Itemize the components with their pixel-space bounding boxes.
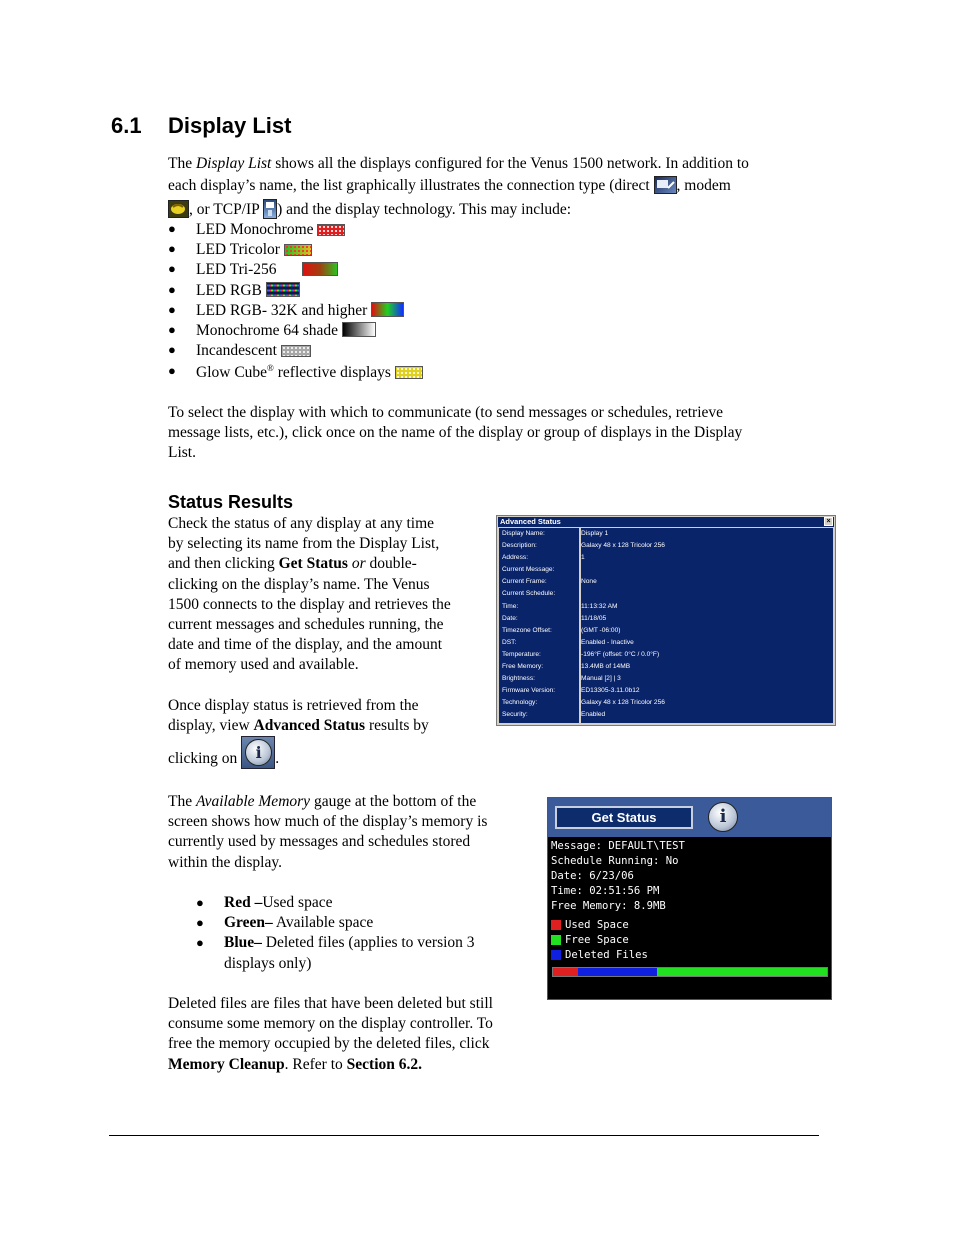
status-label: Security: [499,709,579,721]
advanced-status-window [496,515,836,726]
info-icon: i [241,736,275,769]
status-value: (GMT -06:00) [581,627,621,634]
status-line-message: Message: DEFAULT\TEST [551,840,685,852]
modem-icon [168,200,189,218]
led-monochrome-icon [317,224,345,236]
section-title: Display List [168,113,292,138]
deleted-files-paragraph: Deleted files are files that have been deleted but still consume some memory on the display controller. To free the memory occupied by the deleted files, click Memory Cleanup. Refer to Section 6.2. [168,995,493,1073]
gauge-deleted-segment [578,968,657,976]
status-label: Firmware Version: [499,685,579,697]
status-value: 13.4MB of 14MB [581,663,631,670]
status-value: Galaxy 48 x 128 Tricolor 256 [581,542,665,549]
section-number: 6.1 [111,113,142,138]
used-space-swatch [551,920,561,930]
deleted-files-swatch [551,950,561,960]
status-label: Display Name: [499,528,579,540]
status-value: Galaxy 48 x 128 Tricolor 256 [581,699,665,706]
footer-rule [109,1135,819,1136]
intro-line-1: The Display List shows all the displays configured for the Venus 1500 network. In addition to [168,155,749,172]
led-tricolor-icon [284,244,312,256]
status-value: 1 [581,554,585,561]
status-value: 11:13:32 AM [581,603,618,610]
status-label: DST: [499,637,579,649]
free-space-swatch [551,935,561,945]
status-value: Manual [2] | 3 [581,675,621,682]
status-paragraph: Check the status of any display at any time by selecting its name from the Display List, and then clicking Get Status or double- clicking on the display’s name. The Venus 1500 connects to the display and retrieves the current messages and schedules running, the date and time of the display, and the amount of memory used and available. [168,515,451,674]
glow-cube-icon [395,366,423,379]
status-label: Current Message: [499,564,579,576]
tcpip-icon [263,199,277,219]
used-space-label: Used Space [565,919,629,931]
status-line-free-memory: Free Memory: 8.9MB [551,900,666,912]
status-label: Current Schedule: [499,588,579,600]
status-label: Brightness: [499,673,579,685]
monochrome-64-shade-icon [342,322,376,337]
gauge-free-segment [657,968,827,976]
status-line-time: Time: 02:51:56 PM [551,885,660,897]
free-space-label: Free Space [565,934,629,946]
status-results-heading: Status Results [168,492,294,512]
intro-line-3: , or TCP/IP ) and the display technology. This may include: [168,199,571,220]
status-value: Enabled [581,711,606,718]
advanced-status-instructions: Once display status is retrieved from the display, view Advanced Status results by [168,697,429,735]
status-value: ED13305-3.11.0b12 [581,687,640,694]
status-value: -196°F (offset: 0°C / 0.0°F) [581,651,660,658]
status-label: Current Frame: [499,576,579,588]
status-line-schedule: Schedule Running: No [551,855,679,867]
advanced-status-body [499,528,833,723]
get-status-panel [547,797,832,1000]
status-label: Technology: [499,697,579,709]
status-label: Free Memory: [499,661,579,673]
status-label: Description: [499,540,579,552]
status-label: Address: [499,552,579,564]
memory-paragraph: The Available Memory gauge at the bottom of the screen shows how much of the display’s memory is currently used by messages and schedules stored within the display. [168,793,488,871]
direct-connection-icon [654,176,677,194]
get-status-toolbar [548,798,831,837]
status-line-date: Date: 6/23/06 [551,870,634,882]
incandescent-icon [281,345,311,357]
clicking-on-line: clicking on i . [168,736,279,769]
info-icon[interactable]: i [708,802,738,832]
led-rgb-icon [266,282,300,297]
status-label: Timezone Offset: [499,625,579,637]
intro-line-2: each display’s name, the list graphically illustrates the connection type (direct , modem [168,177,731,194]
status-value: 11/18/05 [581,615,607,622]
status-label: Time: [499,601,579,613]
close-icon[interactable]: × [824,517,833,526]
status-value: Enabled - Inactive [581,639,634,646]
get-status-button[interactable]: Get Status [555,806,693,829]
select-paragraph: To select the display with which to communicate (to send messages or schedules, retrieve message lists, etc.), click once on the name of the display or group of displays in the Display List. [168,404,743,462]
gauge-used-segment [553,968,578,976]
status-value: None [581,578,597,585]
led-rgb-32k-icon [371,302,404,317]
led-tri-256-icon [302,262,338,276]
advanced-status-titlebar: Advanced Status × [498,517,834,527]
status-value: Display 1 [581,530,609,537]
deleted-files-label: Deleted Files [565,949,648,961]
status-label: Date: [499,613,579,625]
status-label: Temperature: [499,649,579,661]
memory-gauge [552,967,828,977]
